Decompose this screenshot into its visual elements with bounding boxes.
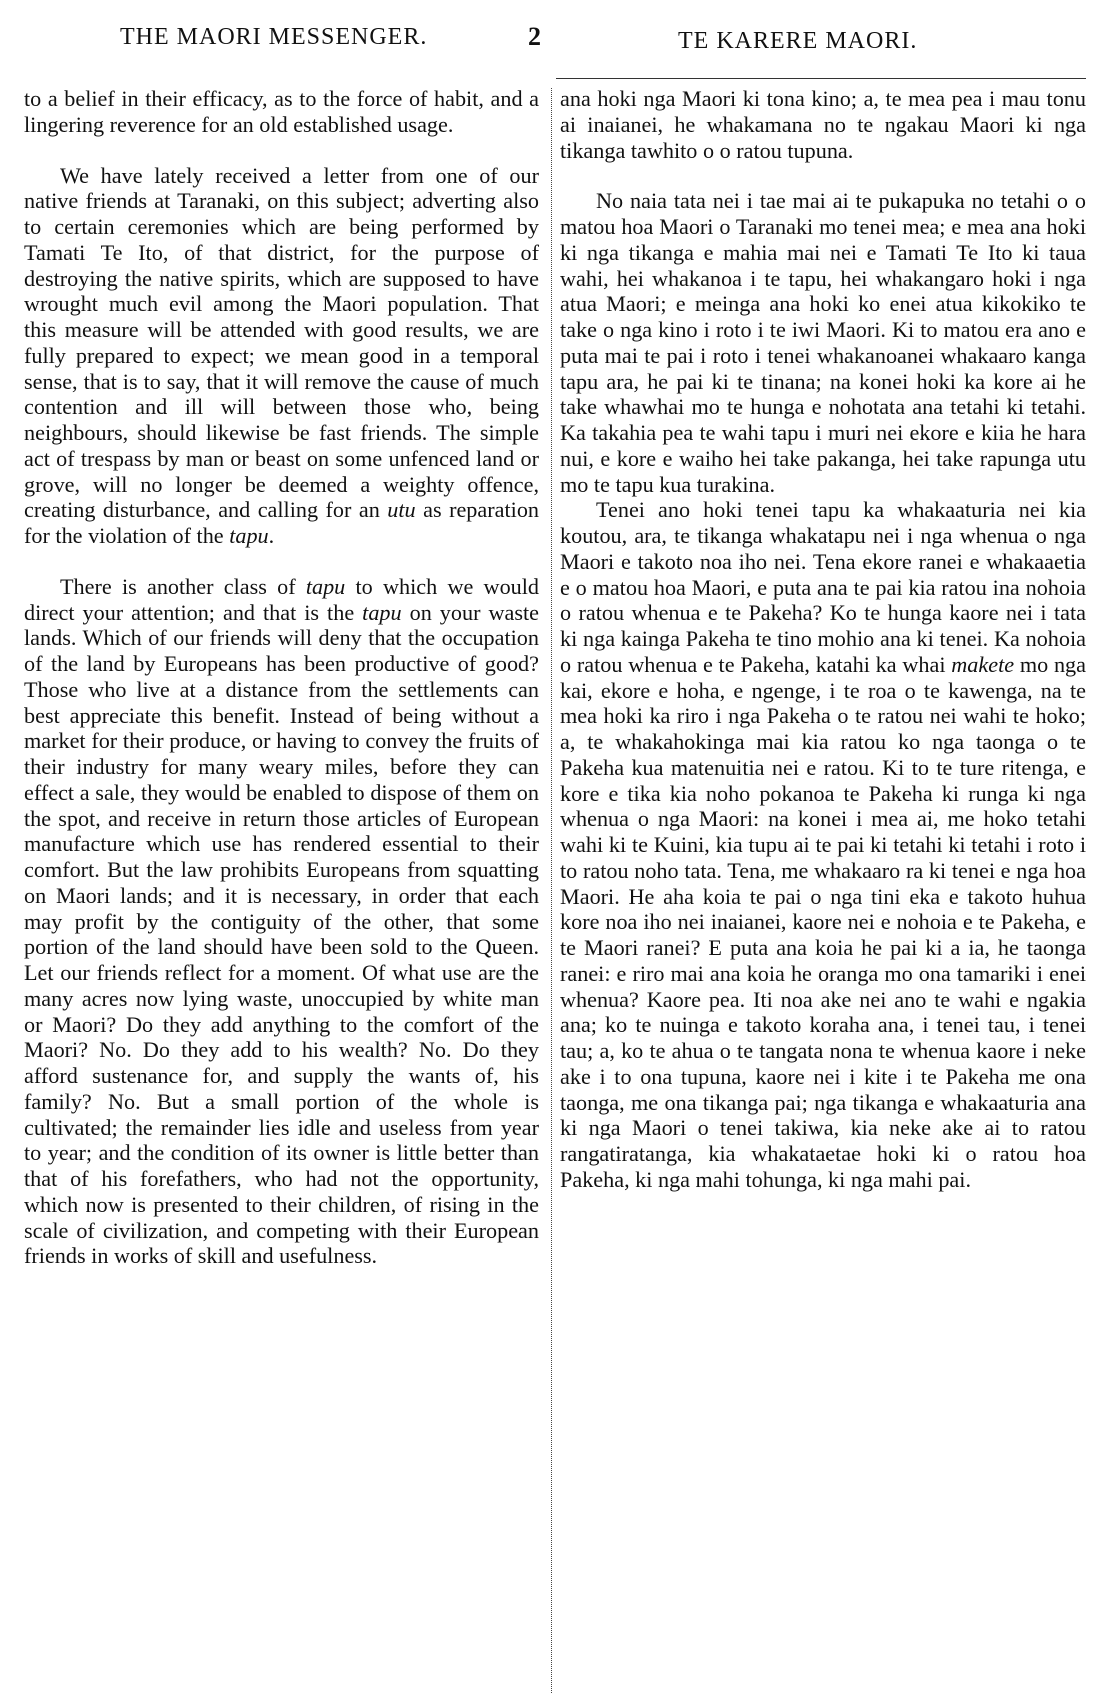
maori-column (560, 86, 1086, 1193)
masthead-maori: TE KARERE MAORI. (678, 28, 918, 54)
maori-paragraph-2: No naia tata nei i tae mai ai te pukapuka no tetahi o o matou hoa Maori o Taranaki mo tenei mea; e mea ana hoki ki nga tikanga e mahia mai nei e Tamati Te Ito ki taua wahi, hei whakanoa i te tapu, hei whakangaro hoki i nga atua Maori; e meinga ana hoki ko enei atua kikokiko te take o nga kino i roto i te iwi Maori. Ki to matou era ano e puta mai te pai i roto i tenei whakanoanei whakaaro kanga tapu ara, he pai ki te tinana; na konei hoki ka kore ai he take whawhai mo te hunga e nohotata ana tetahi ki tetahi. Ka takahia pea te wahi tapu i muri nei ekore e kiia he hara nui, e kore e waiho hei take pakanga, hei take rapunga utu mo te tapu kua turakina. (560, 188, 1086, 497)
page-number: 2 (528, 22, 542, 51)
english-paragraph-3: There is another class of tapu to which we would direct your attention; and that is the tapu on your waste lands. Which of our friends will deny that the occupation of the land by Europeans has been productive of good? Those who live at a distance from the settlements can best appreciate this benefit. Instead of being without a market for their produce, or having to convey the fruits of their industry for many weary miles, before they can effect a sale, they would be enabled to dispose of them on the spot, and receive in return those articles of European manufacture which use has rendered essential to their comfort. But the law prohibits Europeans from squatting on Maori lands; and it is necessary, in order that each may profit by the contiguity of the other, that some portion of the land should have been sold to the Queen. Let our friends reflect for a moment. Of what use are the many acres now lying waste, unoccupied by white man or Maori? Do they add anything to the comfort of the Maori? No. Do they add to his wealth? No. Do they afford sustenance for, and supply the wants of, his family? No. But a small portion of the whole is cultivated; the remainder lies idle and useless from year to year; and the condition of its owner is little better than that of his forefathers, who had not the opportunity, which now is presented to their children, of rising in the scale of civilization, and competing with their European friends in works of skill and usefulness. (24, 573, 540, 1269)
english-paragraph-2: We have lately received a letter from one of our native friends at Taranaki, on this subject; adverting also to certain ceremonies which are being performed by Tamati Te Ito, of that district, for the purpose of destroying the native spirits, which are supposed to have wrought much evil among the Maori population. That this measure will be attended with good results, we are fully prepared to expect; we mean good in a temporal sense, that is to say, that it will remove the cause of much contention and ill will between those who, being neighbours, should likewise be fast friends. The simple act of trespass by man or beast on some unfenced land or grove, will no longer be deemed a weighty offence, creating disturbance, and calling for an utu as reparation for the violation of the tapu. (24, 162, 540, 548)
word-utu: utu (387, 497, 416, 523)
english-column (24, 86, 539, 1269)
maori-paragraph-3: Tenei ano hoki tenei tapu ka whakaaturia nei kia koutou, ara, te tikanga whakatapu nei i nga whenua o nga Maori e takoto noa iho nei. Tena ekore ranei e whakaaetia e o matou hoa Maori, e puta ana te pai kia ratou ina nohoia o ratou whenua e te Pakeha? Ko te hunga kaore nei i tata ki nga kainga Pakeha te tino mohio ana ki tenei. Ka nohoia o ratou whenua e te Pakeha, katahi ka whai makete mo nga kai, ekore e hoha, e ngenge, i te roa o te kawenga, na te mea hoki ka riro i nga Pakeha o te ratou nei wahi te hoko; a, te whakahokinga mai kia ratou ko nga taonga o te Pakeha kua matenuitia nei e ratou. Ki to te ture ritenga, e kore e tika kia noho pokanoa te Pakeha ki runga ki nga whenua o nga Maori: na konei i mea ai, me hoko tetahi wahi ki te Kuini, kia tupu ai te pai ki tetahi ki tetahi i roto i to ratou noho tata. Tena, me whakaaro ra ki tenei e nga hoa Maori. He aha koia te pai o nga tini eka e takoto huhua kore noa iho nei inaianei, kaore nei e nohoia e te Pakeha, e te Maori ranei? E puta ana koia he pai ki a ia, he taonga ranei: e riro mai ana koia he oranga mo ona tamariki i enei whenua? Kaore pea. Iti noa ake nei ano te wahi e ngakia ana; ko te nuinga e takoto koraha ana, i tenei tau, i tenei tau; a, ko te ahua o te tangata nona te whenua kaore i neke ake i to ona tupuna, kaore nei i kite i te Pakeha me ona taonga, me ona tikanga pai; nga tikanga e whakaaturia ana ki nga Maori o tenei takiwa, kia neke ake ai to ratou rangatiratanga, kia whakataetae hoki ki o ratou hoa Pakeha, ki nga mahi tohunga, ki nga mahi pai. (560, 497, 1087, 1192)
english-paragraph-1: to a belief in their efficacy, as to the force of habit, and a lingering reverence for an old established usage. (24, 86, 539, 137)
column-divider (551, 88, 552, 1693)
word-makete: makete (951, 651, 1015, 677)
word-tapu: tapu (229, 523, 269, 548)
masthead-english: THE MAORI MESSENGER. (120, 24, 428, 50)
word-tapu: tapu (305, 573, 346, 599)
word-tapu: tapu (362, 599, 402, 625)
page-header (0, 18, 1114, 58)
maori-paragraph-1: ana hoki nga Maori ki tona kino; a, te mea pea i mau tonu ai inaianei, he whakamana no te ngakau Maori ki nga tikanga tawhito o o ratou tupuna. (560, 86, 1086, 163)
header-rule (556, 78, 1086, 79)
